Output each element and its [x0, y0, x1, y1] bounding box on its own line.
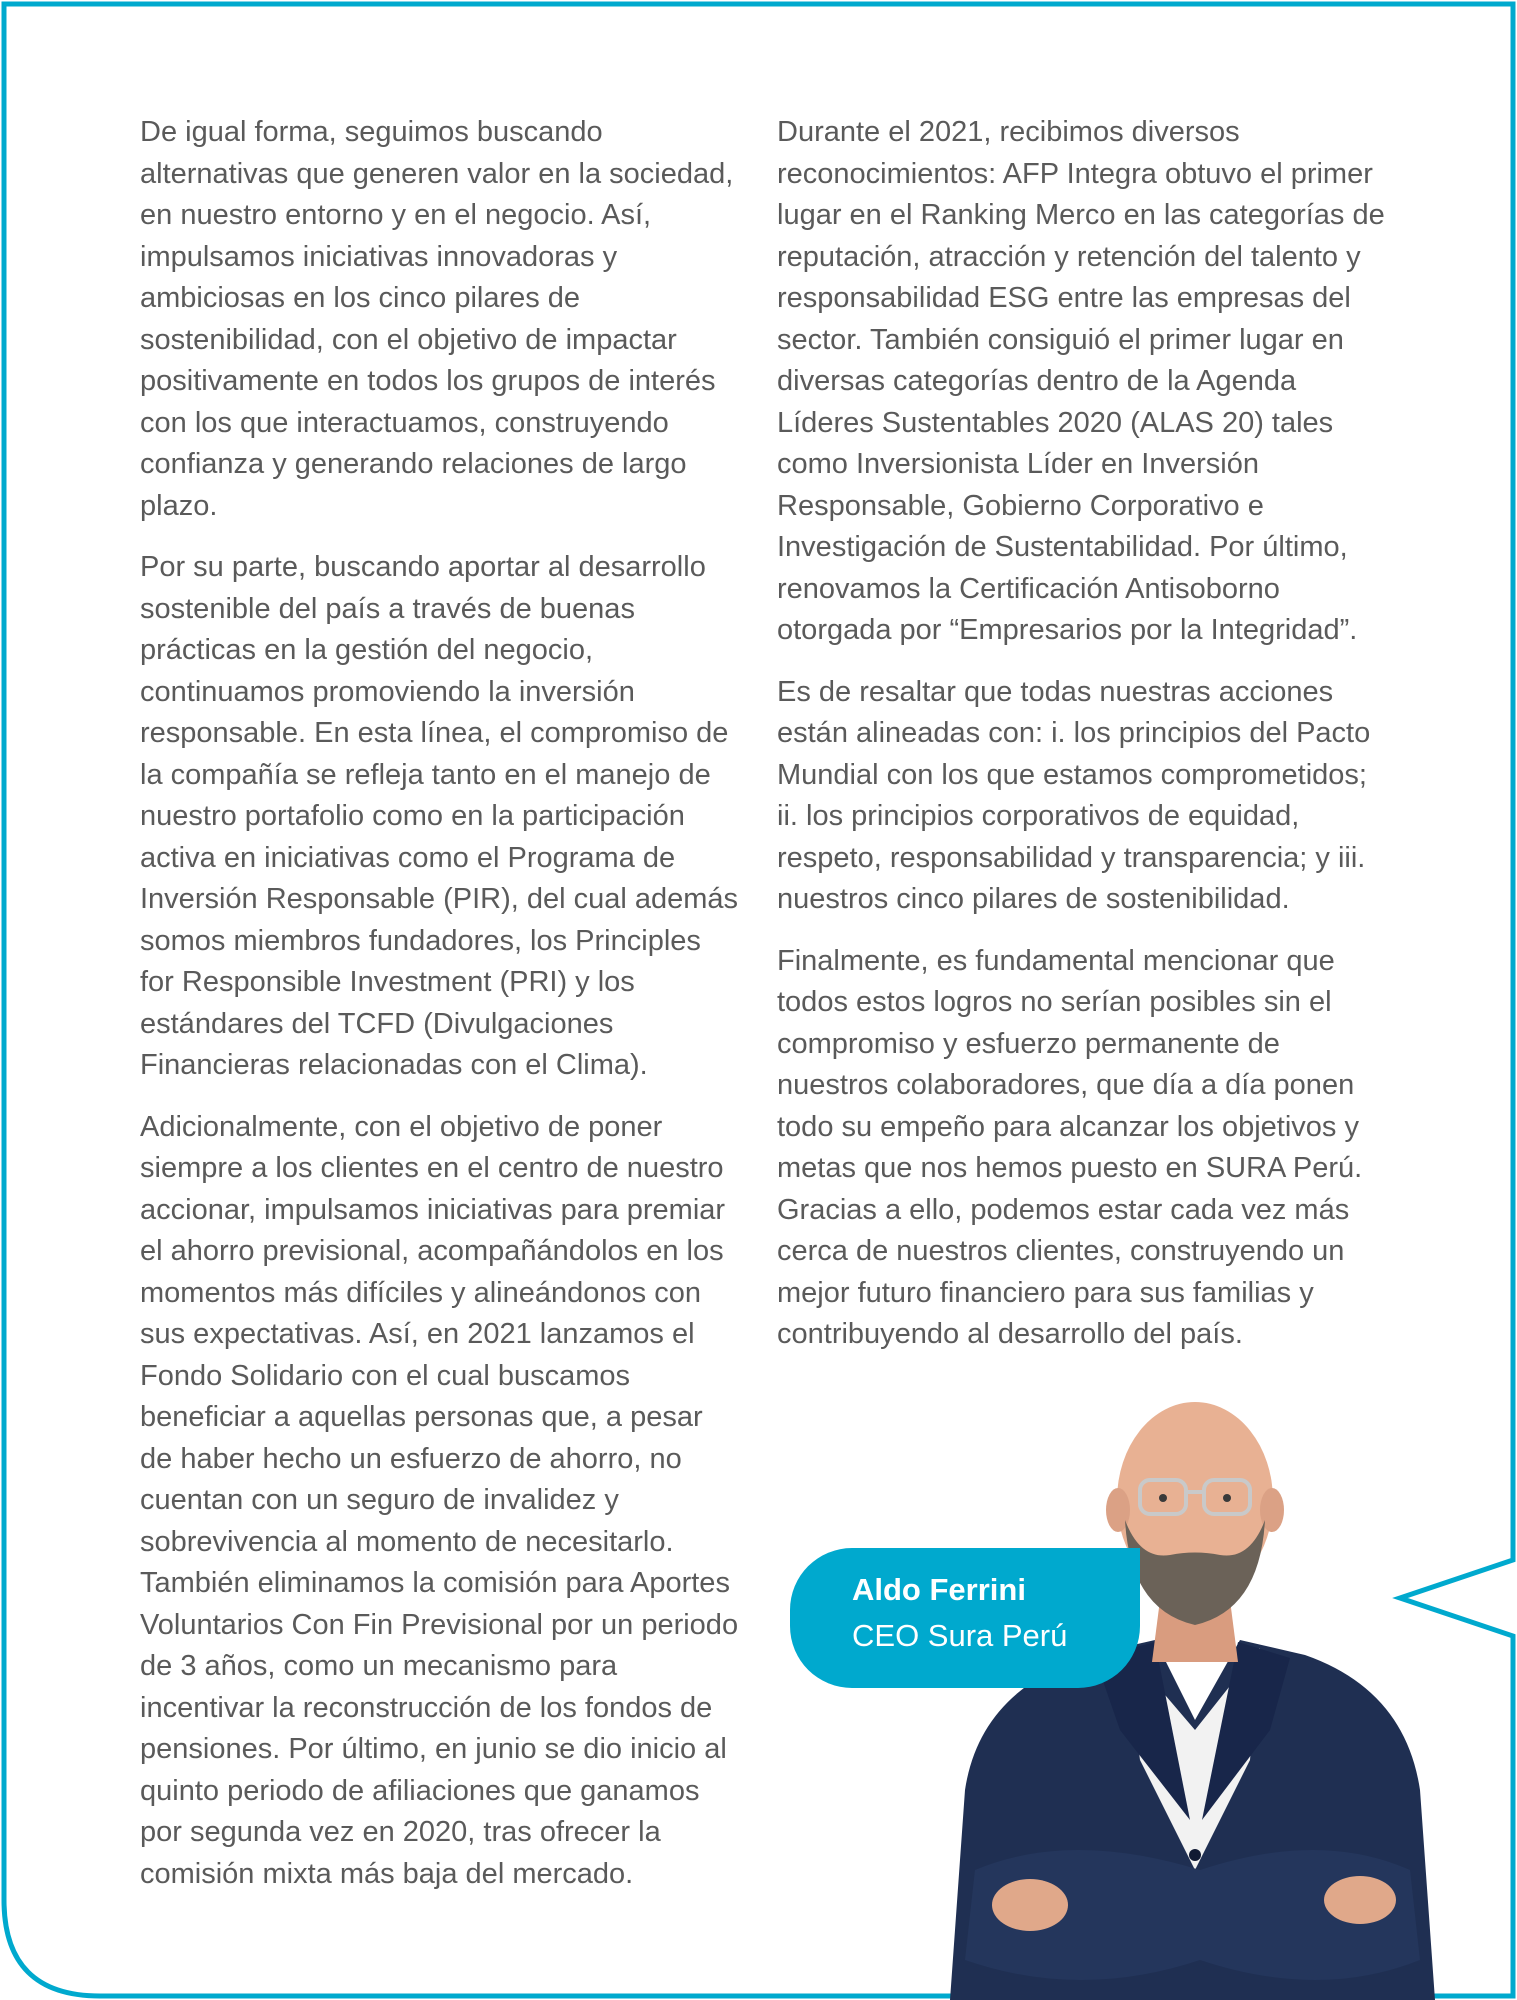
right-text-column: [777, 112, 1392, 1376]
ceo-role: CEO Sura Perú: [852, 1618, 1068, 1653]
eye-right: [1223, 1494, 1231, 1502]
paragraph: Adicionalmente, con el objetivo de poner siempre a los clientes en el centro de nuestro accionar, impulsamos iniciativas para premiar el ahorro previsional, acompañándolos en los momentos más difíciles y alineándonos con sus expectativas. Así, en 2021 lanzamos el Fondo Solidario con el cual buscamos beneficiar a aquellas personas que, a pesar de haber hecho un esfuerzo de ahorro, no cuentan con un seguro de invalidez y sobrevivencia al momento de necesitarlo. También eliminamos la comisión para Aportes Voluntarios Con Fin Previsional por un periodo de 3 años, como un mecanismo para incentivar la reconstrucción de los fondos de pensiones. Por último, en junio se dio inicio al quinto periodo de afiliaciones que ganamos por segunda vez en 2020, tras ofrecer la comisión mixta más baja del mercado.: [140, 1110, 739, 1890]
paragraph: De igual forma, seguimos buscando alternativas que generen valor en la sociedad, en nuestro entorno y en el negocio. Así, impulsamos iniciativas innovadoras y ambiciosas en los cinco pilares de sostenibilidad, con el objetivo de impactar positivamente en todos los grupos de interés con los que interactuamos, construyendo confianza y generando relaciones de largo plazo.: [140, 116, 734, 522]
paragraph: Durante el 2021, recibimos diversos reconocimientos: AFP Integra obtuvo el primer lugar en el Ranking Merco en las categorías de reputación, atracción y retención del talento y responsabilidad ESG entre las empresas del sector. También consiguió el primer lugar en diversas categorías dentro de la Agenda Líderes Sustentables 2020 (ALAS 20) tales como Inversionista Líder en Inversión Responsable, Gobierno Corporativo e Investigación de Sustentabilidad. Por último, renovamos la Certificación Antisoborno otorgada por “Empresarios por la Integridad”.: [777, 116, 1385, 646]
blazer-button: [1189, 1849, 1201, 1861]
eye-left: [1159, 1494, 1167, 1502]
hand-right: [1324, 1876, 1396, 1924]
left-text-column: [140, 112, 740, 1915]
paragraph: Finalmente, es fundamental mencionar que todos estos logros no serían posibles sin el compromiso y esfuerzo permanente de nuestros colaboradores, que día a día ponen todo su empeño para alcanzar los objetivos y metas que nos hemos puesto en SURA Perú. Gracias a ello, podemos estar cada vez más cerca de nuestros clientes, construyendo un mejor futuro financiero para sus familias y contribuyendo al desarrollo del país.: [777, 944, 1363, 1350]
paragraph: Por su parte, buscando aportar al desarrollo sostenible del país a través de buenas prácticas en la gestión del negocio, continuamos promoviendo la inversión responsable. En esta línea, el compromiso de la compañía se refleja tanto en el manejo de nuestro portafolio como en la participación activa en iniciativas como el Programa de Inversión Responsable (PIR), del cual además somos miembros fundadores, los Principles for Responsible Investment (PRI) y los estándares del TCFD (Divulgaciones Financieras relacionadas con el Clima).: [140, 551, 739, 1081]
hand-left: [992, 1879, 1068, 1931]
ceo-name: Aldo Ferrini: [852, 1572, 1026, 1607]
paragraph: Es de resaltar que todas nuestras acciones están alineadas con: i. los principios del Pacto Mundial con los que estamos comprometidos; ii. los principios corporativos de equidad, respeto, responsabilidad y transparencia; y iii. nuestros cinco pilares de sostenibilidad.: [777, 675, 1371, 915]
ceo-portrait: [920, 1400, 1440, 2000]
